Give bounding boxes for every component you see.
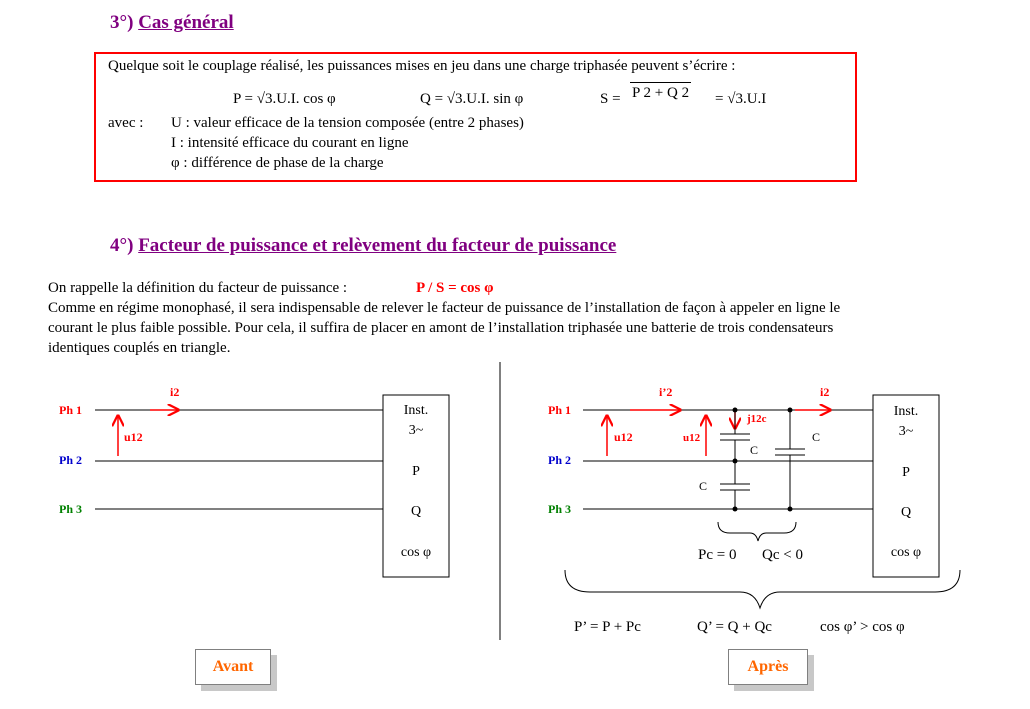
qc-label: Qc < 0 xyxy=(762,547,803,563)
formula-q: Q = √3.U.I. sin φ xyxy=(420,91,524,107)
right-j12c-label: j12c xyxy=(747,413,767,425)
para-recall-formula: P / S = cos φ xyxy=(416,280,494,296)
capacitor-c3-label: C xyxy=(812,430,821,444)
small-brace xyxy=(718,522,796,541)
right-inst-label: Inst. xyxy=(893,404,919,419)
avant-button[interactable]: Avant xyxy=(195,649,271,685)
formula-s-left: S = xyxy=(600,91,621,107)
para-line-2: Comme en régime monophasé, il sera indispensable de relever le facteur de puissance de l’installation de façon à appeler en ligne le xyxy=(48,300,841,316)
capacitor-c2 xyxy=(720,461,750,509)
left-i2-label: i2 xyxy=(170,385,180,399)
right-p-label: P xyxy=(902,465,910,480)
section-3-title: Cas général xyxy=(138,12,234,33)
right-cos-label: cos φ xyxy=(890,545,922,560)
right-i2-label: i2 xyxy=(820,385,830,399)
para-line-3: courant le plus faible possible. Pour cela, il suffira de placer en amont de l’installation triphasée une batterie de trois condensateurs xyxy=(48,320,834,336)
pc-label: Pc = 0 xyxy=(698,547,737,563)
left-cos-label: cos φ xyxy=(400,545,432,560)
formula-s-right: = √3.U.I xyxy=(715,91,767,107)
left-p-label: P xyxy=(412,464,420,479)
right-u12-label: u12 xyxy=(614,430,633,444)
left-ph3-label: Ph 3 xyxy=(59,502,83,516)
section-4-title: Facteur de puissance et relèvement du facteur de puissance xyxy=(138,235,617,256)
capacitor-c2-label: C xyxy=(699,479,708,493)
capacitor-c3 xyxy=(775,410,805,509)
cos-prime-label: cos φ’ > cos φ xyxy=(820,619,905,635)
def-i: I : intensité efficace du courant en ligne xyxy=(171,135,409,151)
left-q-label: Q xyxy=(410,504,422,519)
section-4-number: 4°) xyxy=(110,235,134,256)
para-line-4: identiques couplés en triangle. xyxy=(48,340,231,356)
capacitor-c1 xyxy=(720,410,750,461)
left-three-phase: 3~ xyxy=(408,423,424,438)
def-u: U : valeur efficace de la tension composée (entre 2 phases) xyxy=(171,115,524,131)
section-3-number: 3°) xyxy=(110,12,134,33)
formula-s-radicand: P 2 + Q 2 xyxy=(630,82,691,103)
right-ph2-label: Ph 2 xyxy=(548,453,572,467)
q-prime-label: Q’ = Q + Qc xyxy=(697,619,772,635)
left-ph2-label: Ph 2 xyxy=(59,453,83,467)
p-prime-label: P’ = P + Pc xyxy=(574,619,641,635)
para-recall: On rappelle la définition du facteur de puissance : xyxy=(48,280,348,296)
right-u12b-label: u12 xyxy=(683,432,701,444)
apres-button[interactable]: Après xyxy=(728,649,808,685)
def-phi: φ : différence de phase de la charge xyxy=(171,155,384,171)
left-u12-label: u12 xyxy=(124,430,143,444)
left-inst-label: Inst. xyxy=(403,403,429,418)
right-i2p-label: i’2 xyxy=(659,385,673,399)
capacitor-c1-label: C xyxy=(750,443,759,457)
right-ph1-label: Ph 1 xyxy=(548,403,572,417)
right-three-phase: 3~ xyxy=(898,424,914,439)
avec-label: avec : xyxy=(108,115,144,131)
left-ph1-label: Ph 1 xyxy=(59,403,83,417)
box-intro: Quelque soit le couplage réalisé, les puissances mises en jeu dans une charge triphasée peuvent s’écrire : xyxy=(108,58,736,74)
right-ph3-label: Ph 3 xyxy=(548,502,572,516)
right-q-label: Q xyxy=(900,505,912,520)
formula-p: P = √3.U.I. cos φ xyxy=(233,91,336,107)
